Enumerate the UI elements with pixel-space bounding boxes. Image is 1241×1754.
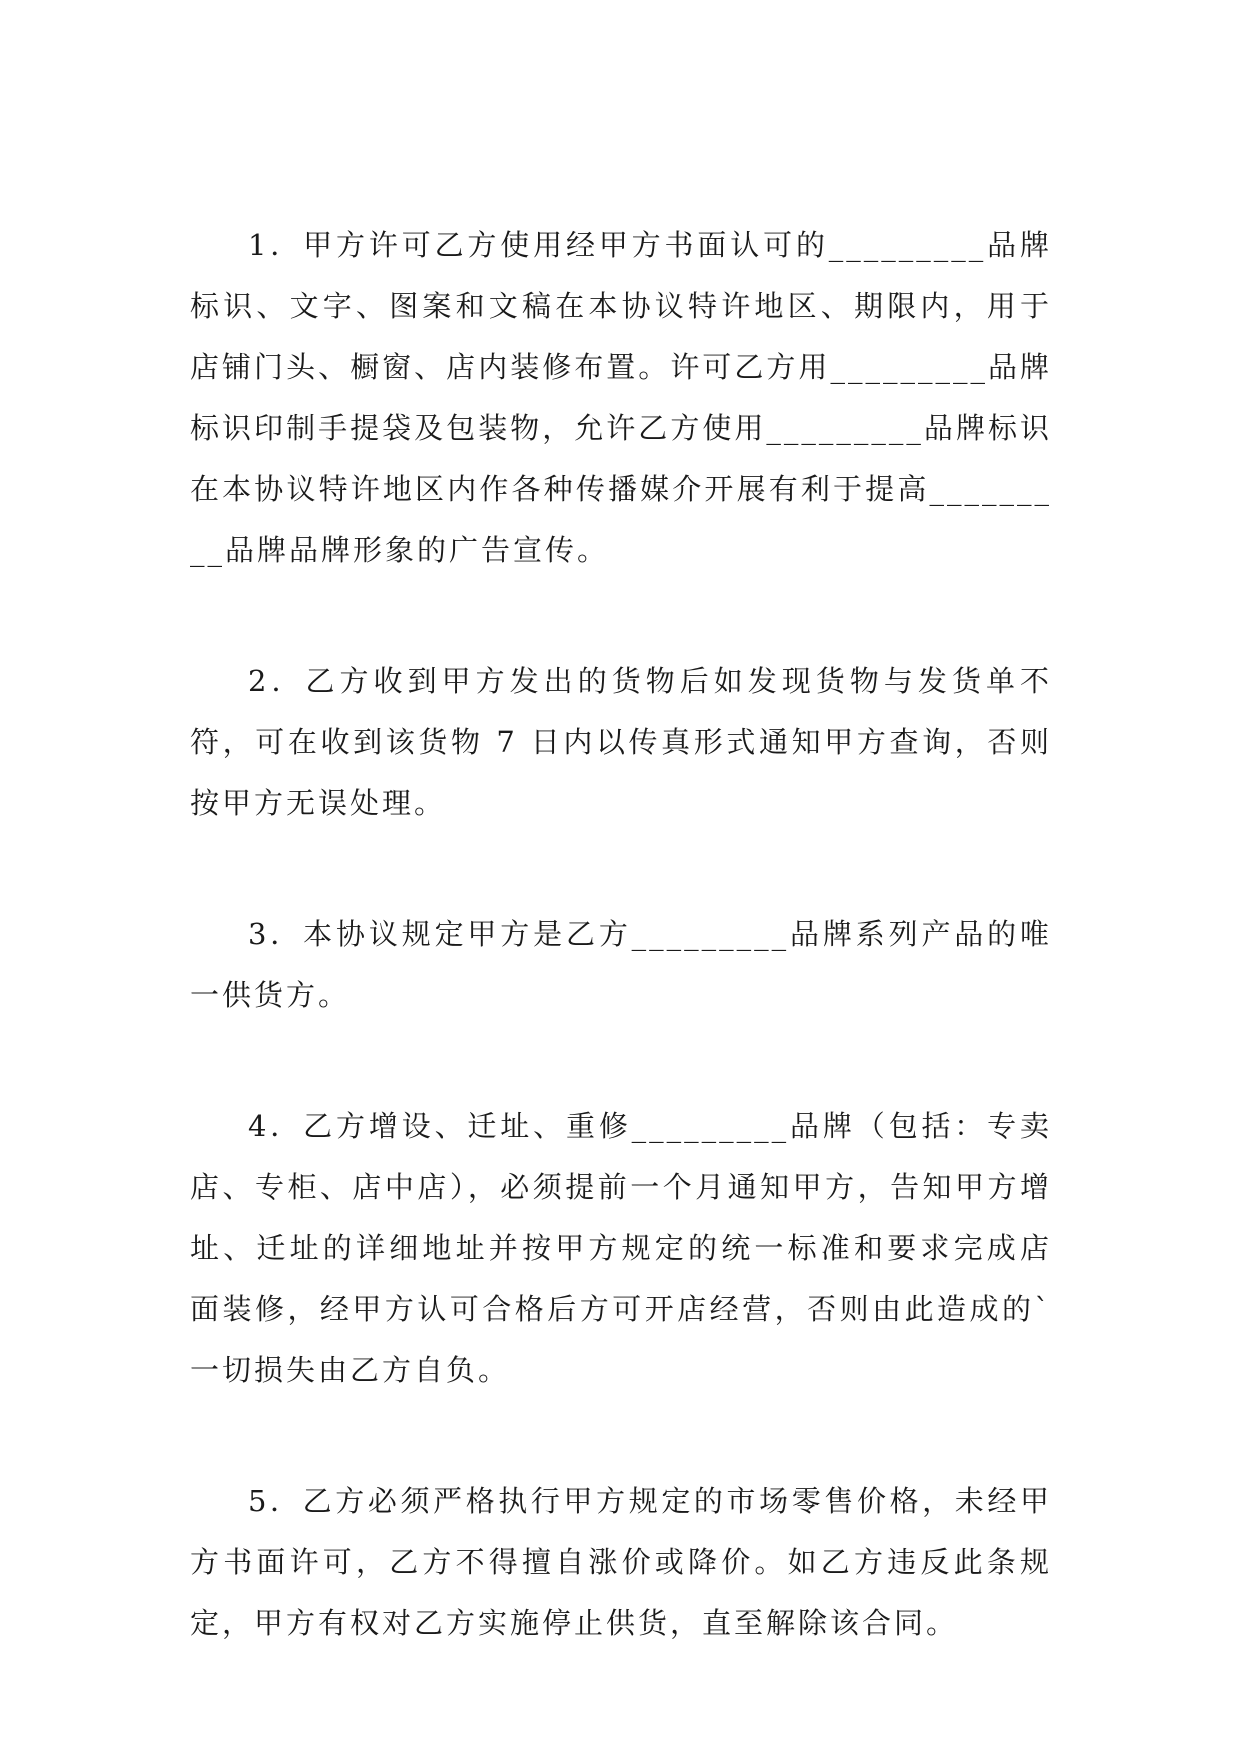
- clause-5: 5．乙方必须严格执行甲方规定的市场零售价格，未经甲方书面许可，乙方不得擅自涨价或降价。如乙方违反此条规定，甲方有权对乙方实施停止供货，直至解除该合同。: [190, 1484, 1052, 1640]
- document-body: [190, 215, 1052, 1724]
- clause-3: 3．本协议规定甲方是乙方_________品牌系列产品的唯一供货方。: [190, 917, 1052, 1012]
- clause-1: 1．甲方许可乙方使用经甲方书面认可的_________品牌标识、文字、图案和文稿在本协议特许地区、期限内，用于店铺门头、橱窗、店内装修布置。许可乙方用_________品牌标识印制手提袋及包装物，允许乙方使用_________品牌标识在本协议特许地区内作各种传播媒介开展有利于提高_________品牌品牌形象的广告宣传。: [190, 228, 1052, 567]
- clause-4: 4．乙方增设、迁址、重修_________品牌（包括：专卖店、专柜、店中店），必须提前一个月通知甲方，告知甲方增址、迁址的详细地址并按甲方规定的统一标准和要求完成店面装修，经甲方认可合格后方可开店经营，否则由此造成的`一切损失由乙方自负。: [190, 1109, 1052, 1387]
- clause-2: 2．乙方收到甲方发出的货物后如发现货物与发货单不符，可在收到该货物 7 日内以传真形式通知甲方查询，否则按甲方无误处理。: [190, 664, 1052, 820]
